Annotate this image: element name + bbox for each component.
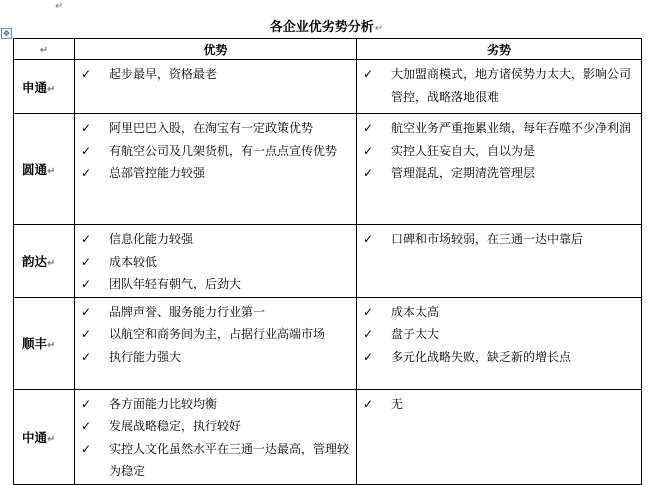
strength-item	[79, 438, 350, 483]
company-row	[14, 297, 642, 389]
header-row	[14, 39, 642, 60]
table-move-handle-icon[interactable]: ✥	[1, 28, 12, 39]
strengths-cell	[75, 389, 357, 484]
check-icon: ✓	[81, 396, 92, 411]
company-row	[14, 225, 642, 298]
strengths-cell	[75, 225, 357, 298]
weakness-item	[361, 346, 635, 369]
paragraph-mark: ↵	[47, 166, 56, 177]
strength-item	[79, 323, 350, 346]
check-icon: ✓	[363, 143, 374, 158]
item-text: 盘子太大	[391, 327, 440, 341]
check-icon: ✓	[363, 396, 374, 411]
item-text: 多元化战略失败，缺乏新的增长点	[391, 349, 572, 364]
strengths-cell	[75, 297, 357, 389]
item-text: 成本太高	[391, 304, 440, 319]
company-name: 顺丰	[22, 336, 48, 351]
weakness-item	[361, 140, 635, 163]
item-text: 执行能力强大	[109, 349, 182, 364]
strength-item	[79, 301, 350, 324]
item-text: 航空业务严重拖累业绩，每年吞噬不少净利润	[391, 121, 632, 135]
check-icon: ✓	[363, 232, 374, 246]
check-icon: ✓	[363, 67, 374, 81]
paragraph-mark: ↵	[47, 433, 56, 445]
check-icon: ✓	[363, 304, 374, 319]
check-icon: ✓	[81, 327, 92, 341]
item-text: 大加盟商模式，地方诸侯势力太大，影响公司管控，战略落地很难	[391, 67, 632, 104]
check-icon: ✓	[81, 441, 92, 456]
company-name: 韵达	[22, 253, 48, 269]
check-icon: ✓	[81, 277, 92, 291]
paragraph-mark-top: ↵	[55, 1, 64, 12]
paragraph-mark: ↵	[47, 340, 56, 351]
weakness-item	[361, 162, 635, 185]
check-icon: ✓	[363, 166, 374, 180]
page-title	[0, 16, 653, 35]
item-text: 有航空公司及几架货机，有一点点宣传优势	[109, 143, 338, 158]
company-name: 中通	[22, 429, 48, 445]
item-text: 起步最早，资格最老	[109, 67, 218, 81]
check-icon: ✓	[81, 349, 92, 364]
paragraph-mark: ↵	[47, 257, 56, 269]
check-icon: ✓	[81, 143, 92, 158]
weaknesses-cell	[357, 60, 642, 114]
check-icon: ✓	[81, 166, 92, 180]
strength-item	[79, 140, 350, 163]
company-name-cell	[14, 225, 75, 298]
check-icon: ✓	[81, 121, 92, 135]
comparison-table	[13, 38, 642, 485]
company-name-cell	[14, 297, 75, 389]
company-name-cell	[14, 60, 75, 114]
item-text: 各方面能力比较均衡	[109, 396, 218, 411]
weakness-item	[361, 228, 635, 251]
check-icon: ✓	[81, 419, 92, 433]
weakness-item	[361, 301, 635, 324]
check-icon: ✓	[81, 232, 92, 246]
weaknesses-cell	[357, 225, 642, 298]
weaknesses-cell	[357, 389, 642, 484]
item-text: 以航空和商务间为主，占据行业高端市场	[109, 327, 326, 341]
item-text: 团队年轻有朝气，后劲大	[109, 277, 242, 291]
strengths-cell	[75, 60, 357, 114]
strength-item	[79, 251, 350, 274]
strength-item	[79, 63, 350, 86]
company-row	[14, 60, 642, 114]
corner-cell: ↵	[14, 39, 75, 60]
weakness-item	[361, 63, 635, 108]
item-text: 成本较低	[109, 254, 158, 269]
check-icon: ✓	[81, 254, 92, 269]
company-name-cell	[14, 114, 75, 225]
strength-item	[79, 117, 350, 140]
item-text: 管理混乱，定期清洗管理层	[391, 166, 536, 180]
company-name-cell	[14, 389, 75, 484]
weaknesses-header: 劣势	[357, 39, 642, 60]
weakness-item	[361, 323, 635, 346]
strengths-header: 优势	[75, 39, 357, 60]
item-text: 无	[391, 396, 404, 411]
item-text: 信息化能力较强	[109, 232, 194, 246]
item-text: 实控人狂妄自大，自以为是	[391, 143, 536, 158]
strength-item	[79, 415, 350, 438]
paragraph-mark: ↵	[47, 83, 56, 95]
strength-item	[79, 273, 350, 296]
company-row	[14, 114, 642, 225]
item-text: 实控人文化虽然水平在三通一达最高，管理较为稳定	[109, 441, 350, 478]
strength-item	[79, 346, 350, 369]
item-text: 发展战略稳定，执行较好	[109, 419, 242, 433]
strength-item	[79, 228, 350, 251]
check-icon: ✓	[363, 349, 374, 364]
check-icon: ✓	[81, 67, 92, 81]
check-icon: ✓	[363, 327, 374, 341]
strengths-cell	[75, 114, 357, 225]
item-text: 总部管控能力较强	[109, 166, 206, 180]
title-text: 各企业优劣势分析	[269, 20, 374, 35]
company-name: 圆通	[22, 162, 48, 177]
check-icon: ✓	[81, 304, 92, 319]
item-text: 口碑和市场较弱，在三通一达中靠后	[391, 232, 584, 246]
item-text: 阿里巴巴入股，在淘宝有一定政策优势	[109, 121, 314, 135]
weaknesses-cell	[357, 114, 642, 225]
weakness-item	[361, 117, 635, 140]
company-name: 申通	[22, 79, 48, 95]
company-row	[14, 389, 642, 484]
strength-item	[79, 393, 350, 416]
weakness-item	[361, 393, 635, 416]
item-text: 品牌声誉、服务能力行业第一	[109, 304, 266, 319]
weaknesses-cell	[357, 297, 642, 389]
check-icon: ✓	[363, 121, 374, 135]
strength-item	[79, 162, 350, 185]
paragraph-mark: ↵	[374, 23, 384, 34]
